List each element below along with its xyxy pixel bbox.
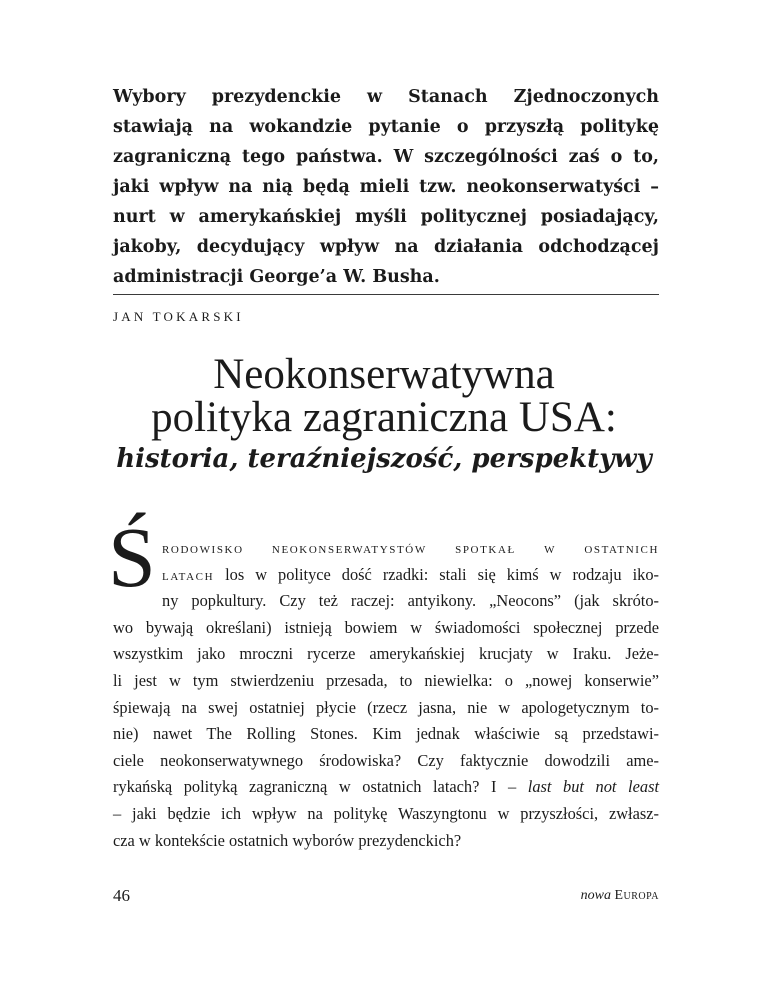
article-title-line-1: Neokonserwatywna [213,351,555,398]
author-name: JAN TOKARSKI [113,309,244,324]
lead-line: nurt w amerykańskiej myśli politycznej posiadający, [113,207,659,227]
article-subtitle: historia, teraźniejszość, perspektywy [116,444,652,474]
lead-line: jakoby, decydujący wpływ na działania odchodzącej [113,237,659,257]
article-title-line-2: polityka zagraniczna USA: [151,394,617,441]
body-line: śpiewają na swej ostatniej płycie (rzecz jasna, nie w apologetycznym to- [113,697,659,717]
body-line: ciele neokonserwatywnego środowiska? Czy faktycznie dowodzili ame- [113,750,659,770]
body-line: li jest w tym stwierdzeniu przesada, to niewielka: o „nowej konserwie” [113,670,659,690]
lead-paragraph [113,82,659,292]
body-line: rodowisko neokonserwatystów spotkał w ostatnich [162,538,659,557]
body-line: ny popkultury. Czy też raczej: antyikony. „Neocons” (jak skróto- [162,591,659,611]
body-line: latach los w polityce dość rzadki: stali się kimś w rodzaju iko- [162,564,659,584]
article-body [113,535,659,854]
lead-line: administracji George’a W. Busha. [113,267,440,287]
body-line: nie) nawet The Rolling Stones. Kim jednak właściwie są przedstawi- [113,724,659,744]
body-line: wszystkim jako mroczni rycerze amerykańskiej krucjaty w Iraku. Jeże- [113,644,659,664]
lead-line: jaki wpływ na nią będą mieli tzw. neokonserwatyści – [113,177,659,197]
lead-line: zagraniczną tego państwa. W szczególności zaś o to, [113,147,659,167]
lead-line: stawiają na wokandzie pytanie o przyszłą politykę [113,117,659,137]
body-line: – jaki będzie ich wpływ na politykę Waszyngtonu w przyszłości, zwłasz- [113,803,659,823]
body-line: cza w kontekście ostatnich wyborów prezydenckich? [113,830,462,850]
magazine-brand: nowa Europa [580,888,659,903]
drop-cap: Ś [108,509,156,605]
body-line: wo bywają określani) istnieją bowiem w świadomości społecznej przede [113,617,659,637]
horizontal-rule [113,294,659,295]
page-number: 46 [113,886,130,905]
body-line: rykańską polityką zagraniczną w ostatnich latach? I – last but not least [113,777,660,797]
lead-line: Wybory prezydenckie w Stanach Zjednoczonych [113,87,659,107]
